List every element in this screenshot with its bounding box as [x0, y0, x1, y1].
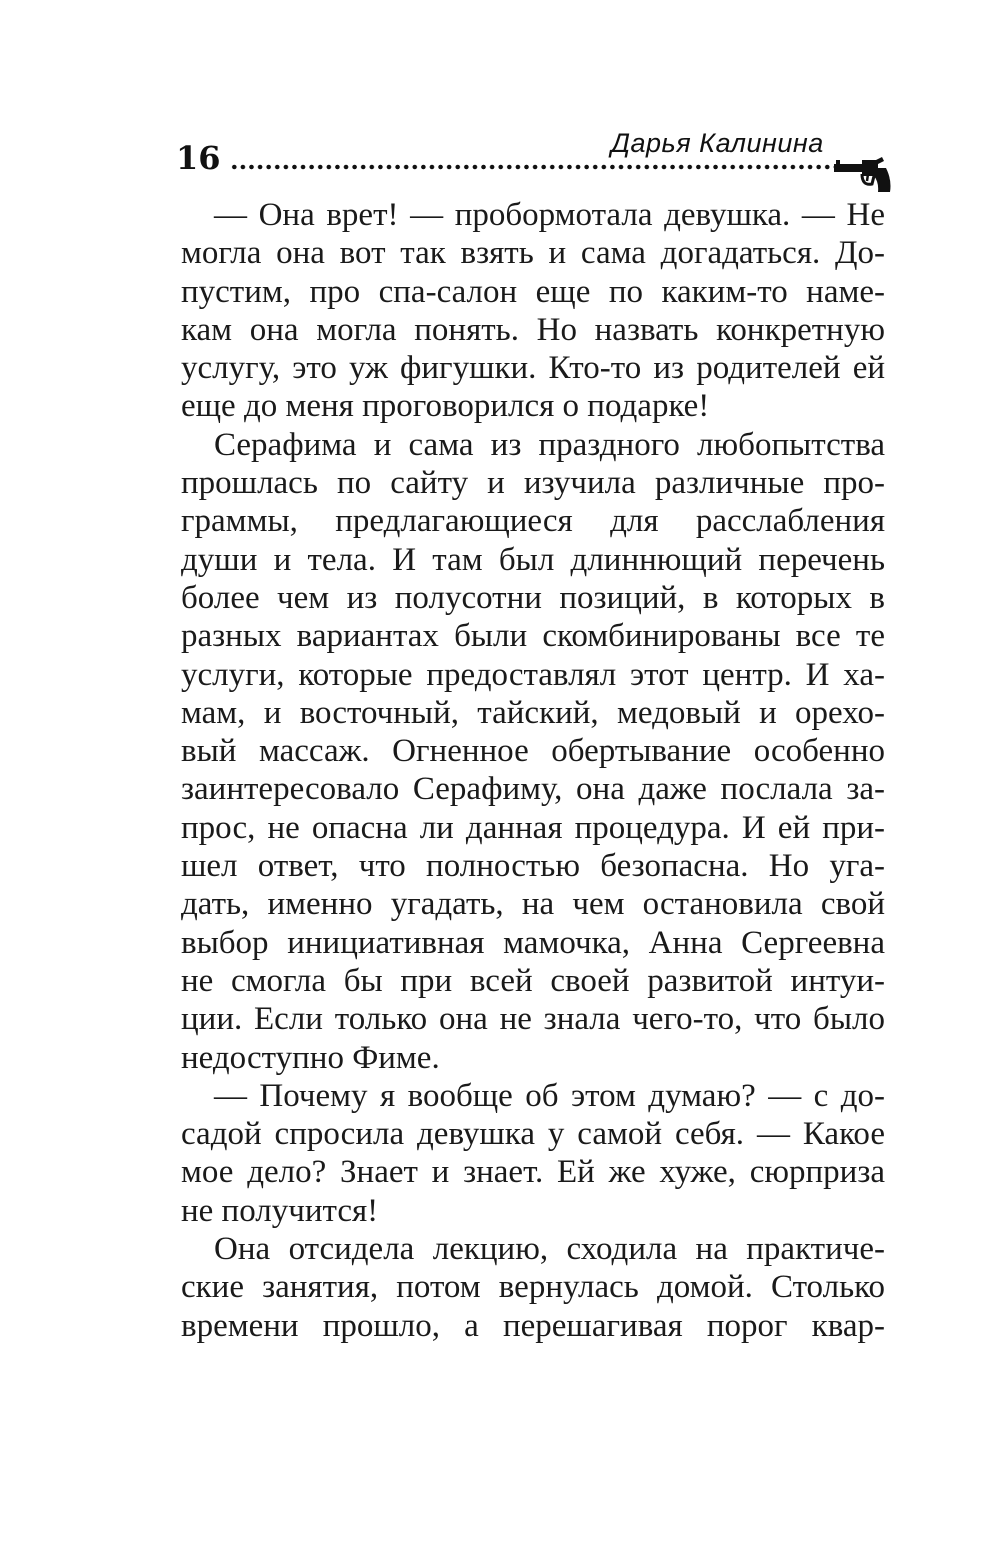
text-line: могла она вот так взять и сама догадаться. До- — [181, 235, 885, 272]
revolver-icon — [832, 154, 894, 194]
text-line: пустим, про спа-салон еще по каким-то наме- — [181, 273, 885, 310]
author-name: Дарья Калинина — [611, 128, 824, 158]
text-line: времени прошло, а перешагивая порог квар- — [181, 1307, 885, 1344]
text-line: — Почему я вообще об этом думаю? — с до- — [214, 1077, 885, 1114]
text-line: недоступно Фиме. — [181, 1039, 440, 1076]
body-text — [181, 196, 885, 1345]
text-line: разных вариантах были скомбинированы все те — [181, 618, 885, 655]
text-line: прошлась по сайту и изучила различные про- — [181, 465, 885, 502]
text-line: Она отсидела лекцию, сходила на практиче- — [214, 1231, 885, 1268]
text-line: прос, не опасна ли данная процедура. И ей при- — [181, 809, 885, 846]
page-number: 16 — [176, 139, 221, 177]
text-line: дать, именно угадать, на чем остановила свой — [181, 886, 885, 923]
text-line: мам, и восточный, тайский, медовый и орехо- — [181, 694, 885, 731]
text-line: вый массаж. Огненное обертывание особенно — [181, 733, 885, 770]
text-line: души и тела. И там был длиннющий перечень — [181, 541, 885, 578]
dotted-leader — [230, 164, 838, 170]
text-line: шел ответ, что полностью безопасна. Но уга- — [181, 848, 885, 885]
text-line: — Она врет! — пробормотала девушка. — Не — [214, 197, 885, 233]
text-line: услугу, это уж фигушки. Кто-то из родителей ей — [181, 350, 885, 387]
text-line: более чем из полусотни позиций, в которых в — [181, 579, 885, 616]
text-line: еще до меня проговорился о подарке! — [181, 388, 710, 425]
text-line: мое дело? Знает и знает. Ей же хуже, сюрприза — [181, 1154, 885, 1191]
running-header — [0, 0, 1000, 200]
text-line: заинтересовало Серафиму, она даже послала за- — [181, 771, 885, 808]
text-line: кам она могла понять. Но назвать конкретную — [181, 311, 885, 348]
text-line: ции. Если только она не знала чего-то, что было — [181, 1001, 885, 1038]
text-line: садой спросила девушка у самой себя. — Какое — [181, 1116, 885, 1153]
text-line: выбор инициативная мамочка, Анна Сергеевна — [181, 924, 885, 961]
text-line: граммы, предлагающиеся для расслабления — [181, 503, 885, 540]
text-line: не получится! — [181, 1192, 379, 1229]
text-line: Серафима и сама из праздного любопытства — [214, 426, 885, 463]
text-line: ские занятия, потом вернулась домой. Столько — [181, 1269, 885, 1306]
text-line: не смогла бы при всей своей развитой интуи- — [181, 962, 885, 999]
text-line: услуги, которые предоставлял этот центр. И ха- — [181, 656, 885, 693]
